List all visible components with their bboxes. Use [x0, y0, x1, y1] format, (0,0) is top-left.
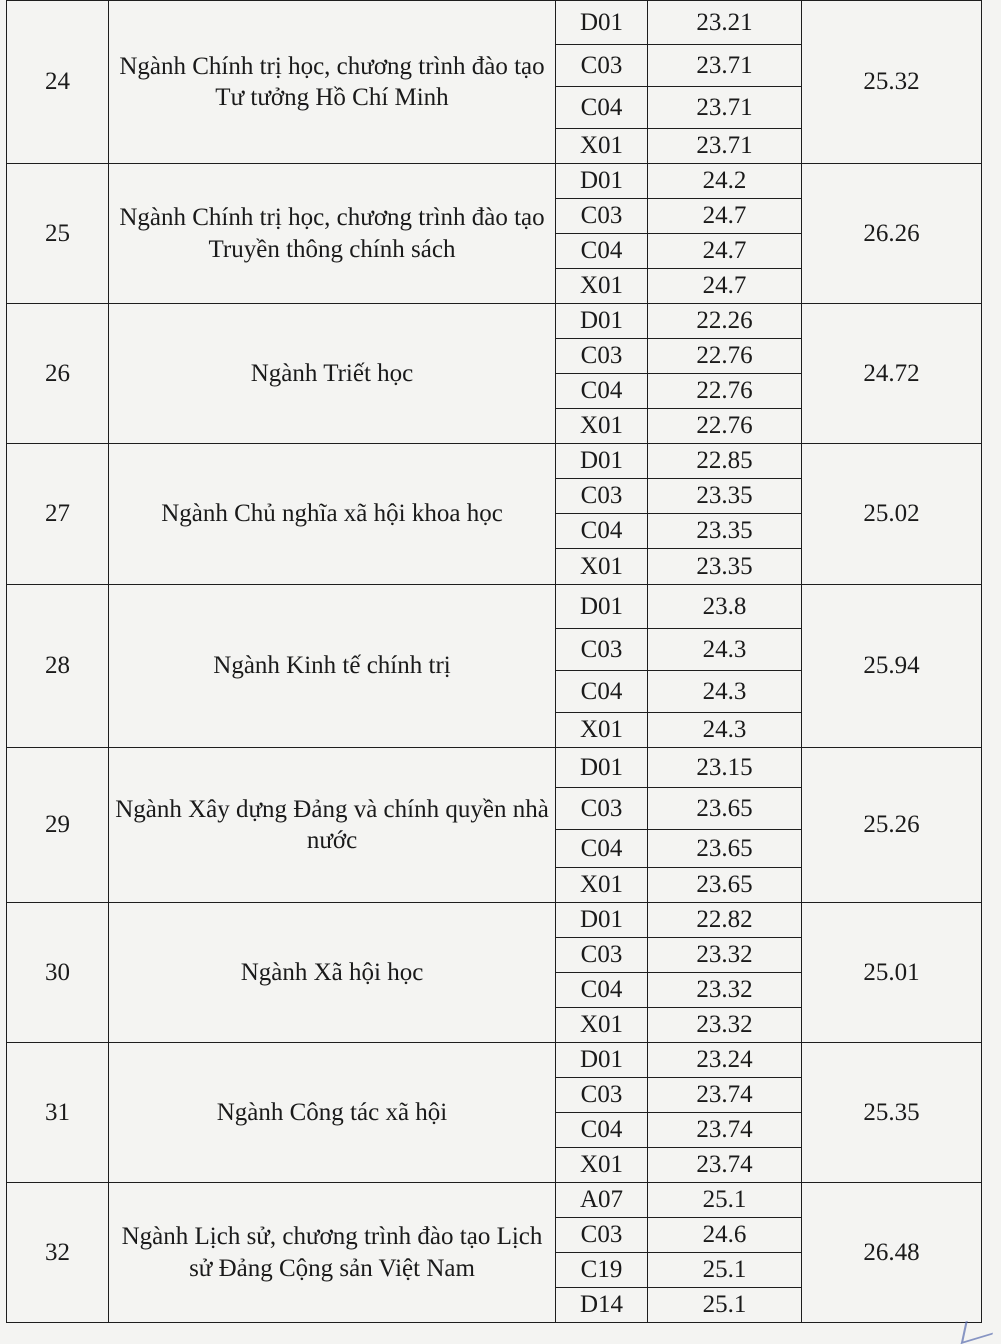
combination-score: 23.32 [648, 938, 802, 973]
subject-combination: C03 [556, 479, 648, 514]
benchmark-score: 24.72 [802, 304, 982, 444]
combination-score: 23.21 [648, 1, 802, 45]
benchmark-score: 25.32 [802, 1, 982, 164]
subject-combination: C19 [556, 1253, 648, 1288]
major-name: Ngành Chính trị học, chương trình đào tạo Truyền thông chính sách [109, 164, 556, 304]
subject-combination: D01 [556, 444, 648, 479]
combination-score: 23.71 [648, 87, 802, 129]
row-number: 30 [7, 903, 109, 1043]
subject-combination: D01 [556, 1, 648, 45]
combination-score: 23.35 [648, 514, 802, 549]
row-number: 25 [7, 164, 109, 304]
combination-score: 22.76 [648, 339, 802, 374]
subject-combination: D01 [556, 164, 648, 199]
subject-combination: C04 [556, 671, 648, 713]
benchmark-score: 25.26 [802, 748, 982, 903]
row-number: 31 [7, 1043, 109, 1183]
subject-combination: D01 [556, 304, 648, 339]
admission-score-table [6, 0, 982, 1323]
benchmark-score: 25.01 [802, 903, 982, 1043]
combination-score: 23.32 [648, 973, 802, 1008]
subject-combination: C03 [556, 1078, 648, 1113]
combination-score: 23.35 [648, 549, 802, 585]
combination-score: 23.8 [648, 585, 802, 629]
subject-combination: C04 [556, 514, 648, 549]
subject-combination: A07 [556, 1183, 648, 1218]
subject-combination: C03 [556, 1218, 648, 1253]
row-number: 24 [7, 1, 109, 164]
subject-combination: X01 [556, 868, 648, 903]
table-row [7, 304, 982, 339]
subject-combination: C03 [556, 938, 648, 973]
subject-combination: C03 [556, 629, 648, 671]
subject-combination: X01 [556, 713, 648, 748]
subject-combination: X01 [556, 269, 648, 304]
combination-score: 25.1 [648, 1288, 802, 1323]
subject-combination: X01 [556, 549, 648, 585]
subject-combination: X01 [556, 1148, 648, 1183]
combination-score: 24.3 [648, 629, 802, 671]
subject-combination: C04 [556, 830, 648, 868]
combination-score: 23.71 [648, 129, 802, 164]
table-row [7, 585, 982, 629]
major-name: Ngành Triết học [109, 304, 556, 444]
combination-score: 23.65 [648, 830, 802, 868]
combination-score: 22.85 [648, 444, 802, 479]
combination-score: 24.7 [648, 269, 802, 304]
combination-score: 24.3 [648, 671, 802, 713]
combination-score: 24.3 [648, 713, 802, 748]
benchmark-score: 25.02 [802, 444, 982, 585]
table-row [7, 903, 982, 938]
combination-score: 23.35 [648, 479, 802, 514]
major-name: Ngành Chính trị học, chương trình đào tạo Tư tưởng Hồ Chí Minh [109, 1, 556, 164]
table-row [7, 748, 982, 788]
row-number: 26 [7, 304, 109, 444]
combination-score: 25.1 [648, 1183, 802, 1218]
combination-score: 24.7 [648, 199, 802, 234]
table-row [7, 164, 982, 199]
major-name: Ngành Chủ nghĩa xã hội khoa học [109, 444, 556, 585]
subject-combination: C04 [556, 87, 648, 129]
combination-score: 24.2 [648, 164, 802, 199]
combination-score: 22.76 [648, 374, 802, 409]
subject-combination: C04 [556, 973, 648, 1008]
subject-combination: D01 [556, 585, 648, 629]
combination-score: 23.24 [648, 1043, 802, 1078]
subject-combination: C04 [556, 1113, 648, 1148]
combination-score: 23.74 [648, 1148, 802, 1183]
combination-score: 22.26 [648, 304, 802, 339]
row-number: 32 [7, 1183, 109, 1323]
subject-combination: D01 [556, 748, 648, 788]
major-name: Ngành Công tác xã hội [109, 1043, 556, 1183]
subject-combination: C03 [556, 45, 648, 87]
combination-score: 25.1 [648, 1253, 802, 1288]
benchmark-score: 25.35 [802, 1043, 982, 1183]
row-number: 28 [7, 585, 109, 748]
row-number: 27 [7, 444, 109, 585]
subject-combination: D14 [556, 1288, 648, 1323]
combination-score: 24.6 [648, 1218, 802, 1253]
table-row [7, 444, 982, 479]
row-number: 29 [7, 748, 109, 903]
subject-combination: C04 [556, 374, 648, 409]
major-name: Ngành Xã hội học [109, 903, 556, 1043]
subject-combination: C03 [556, 788, 648, 830]
combination-score: 23.74 [648, 1113, 802, 1148]
subject-combination: X01 [556, 129, 648, 164]
combination-score: 23.65 [648, 788, 802, 830]
benchmark-score: 25.94 [802, 585, 982, 748]
subject-combination: X01 [556, 409, 648, 444]
combination-score: 24.7 [648, 234, 802, 269]
subject-combination: C03 [556, 199, 648, 234]
table-row [7, 1183, 982, 1218]
table-row [7, 1, 982, 45]
subject-combination: X01 [556, 1008, 648, 1043]
combination-score: 22.82 [648, 903, 802, 938]
major-name: Ngành Lịch sử, chương trình đào tạo Lịch sử Đảng Cộng sản Việt Nam [109, 1183, 556, 1323]
major-name: Ngành Xây dựng Đảng và chính quyền nhà nước [109, 748, 556, 903]
combination-score: 23.71 [648, 45, 802, 87]
benchmark-score: 26.48 [802, 1183, 982, 1323]
combination-score: 22.76 [648, 409, 802, 444]
benchmark-score: 26.26 [802, 164, 982, 304]
subject-combination: D01 [556, 1043, 648, 1078]
table-body [7, 1, 982, 1323]
combination-score: 23.32 [648, 1008, 802, 1043]
table-row [7, 1043, 982, 1078]
combination-score: 23.74 [648, 1078, 802, 1113]
combination-score: 23.15 [648, 748, 802, 788]
combination-score: 23.65 [648, 868, 802, 903]
subject-combination: D01 [556, 903, 648, 938]
subject-combination: C03 [556, 339, 648, 374]
major-name: Ngành Kinh tế chính trị [109, 585, 556, 748]
subject-combination: C04 [556, 234, 648, 269]
